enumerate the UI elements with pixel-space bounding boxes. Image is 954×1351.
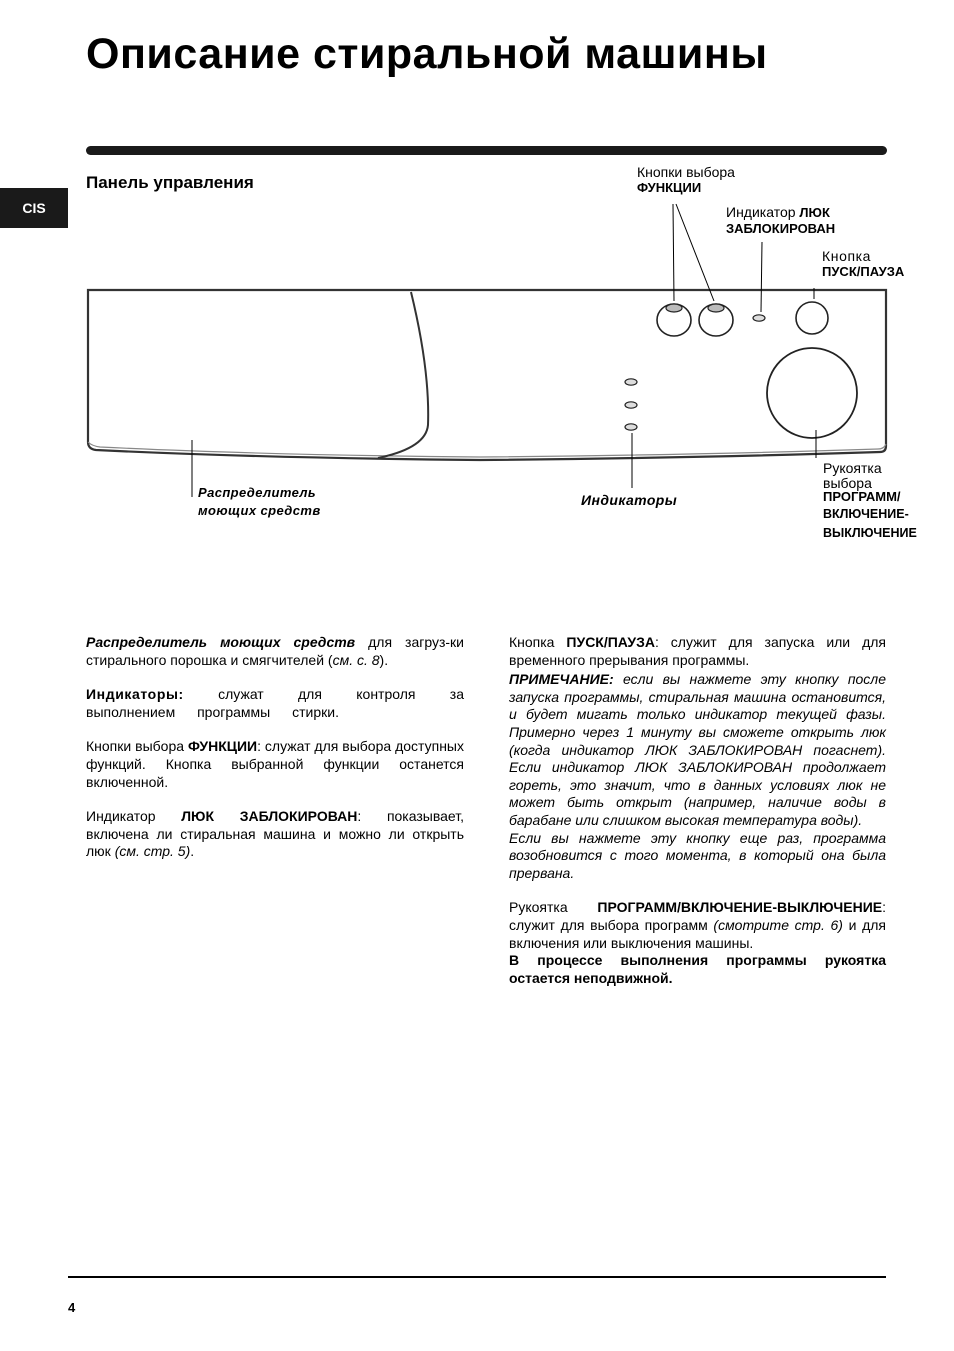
leader-function-2 — [676, 204, 714, 301]
page-number: 4 — [68, 1300, 76, 1315]
phase-led-1 — [625, 379, 637, 385]
paragraph-note: ПРИМЕЧАНИЕ: если вы нажмете эту кнопку после запуска программы, стиральная машина остановится, и будет мигать только индикатор текущей фазы. Примерно через 1 минуту вы сможете открыть люк (когда индикатор ЛЮК ЗАБЛОКИРОВАН погаснет). Если индикатор ЛЮК ЗАБЛОКИРОВАН продолжает гореть, это значит, что в данных условиях люк не может быть открыт (например, наличие воды в барабане или слишком высокая температура воды). — [509, 671, 886, 828]
label-start-pause: Кнопка ПУСК/ПАУЗА — [822, 248, 905, 279]
dispenser-drawer-edge — [378, 292, 428, 458]
left-column — [86, 634, 464, 861]
paragraph-start-pause: Кнопка ПУСК/ПАУЗА: служит для запуска или для временного прерывания программы. — [509, 634, 886, 668]
door-lock-led — [753, 315, 765, 321]
leader-function-1 — [673, 204, 674, 301]
function-button-2-led — [708, 304, 724, 312]
control-panel-diagram — [0, 0, 954, 560]
section-title: Панель управления — [86, 173, 254, 192]
paragraph-function-buttons: Кнопки выбора ФУНКЦИИ: служат для выбора доступных функций. Кнопка выбранной функции останется включенной. — [86, 738, 464, 790]
page-title: Описание стиральной машины — [86, 30, 768, 78]
paragraph-dispenser: Распределитель моющих средств для загруз-ки стирального порошка и смягчителей (см. с. 8). — [86, 634, 464, 668]
language-tab: CIS — [0, 188, 68, 228]
label-indicators: Индикаторы — [581, 492, 678, 508]
program-knob — [767, 348, 857, 438]
label-door-lock: Индикатор ЛЮК ЗАБЛОКИРОВАН — [726, 204, 836, 236]
paragraph-indicators: Индикаторы: служат для контроля за выполнением программы стирки. — [86, 686, 464, 720]
leader-door-lock — [761, 242, 762, 312]
function-button-1-led — [666, 304, 682, 312]
paragraph-note-resume: Если вы нажмете эту кнопку еще раз, программа возобновится с того момента, в который она была прервана. — [509, 829, 886, 881]
footer-divider — [68, 1276, 886, 1278]
paragraph-program-knob: Рукоятка ПРОГРАММ/ВКЛЮЧЕНИЕ-ВЫКЛЮЧЕНИЕ: служит для выбора программ (смотрите стр. 6) и для включения или выключения машины. — [509, 899, 886, 951]
paragraph-door-lock: Индикатор ЛЮК ЗАБЛОКИРОВАН: показывает, включена ли стиральная машина и можно ли открыть люк (см. стр. 5). — [86, 808, 464, 860]
label-dispenser: Распределитель моющих средств — [198, 485, 321, 518]
right-column — [509, 634, 886, 987]
phase-led-2 — [625, 402, 637, 408]
start-pause-button — [796, 302, 828, 334]
label-function-buttons: Кнопки выбора ФУНКЦИИ — [637, 164, 735, 195]
paragraph-knob-warning: В процессе выполнения программы рукоятка остается неподвижной. — [509, 952, 886, 986]
label-program-knob: Рукоятка выбора ПРОГРАММ/ ВКЛЮЧЕНИЕ- ВЫКЛЮЧЕНИЕ — [823, 460, 917, 540]
phase-led-3 — [625, 424, 637, 430]
panel-outline — [88, 290, 886, 460]
